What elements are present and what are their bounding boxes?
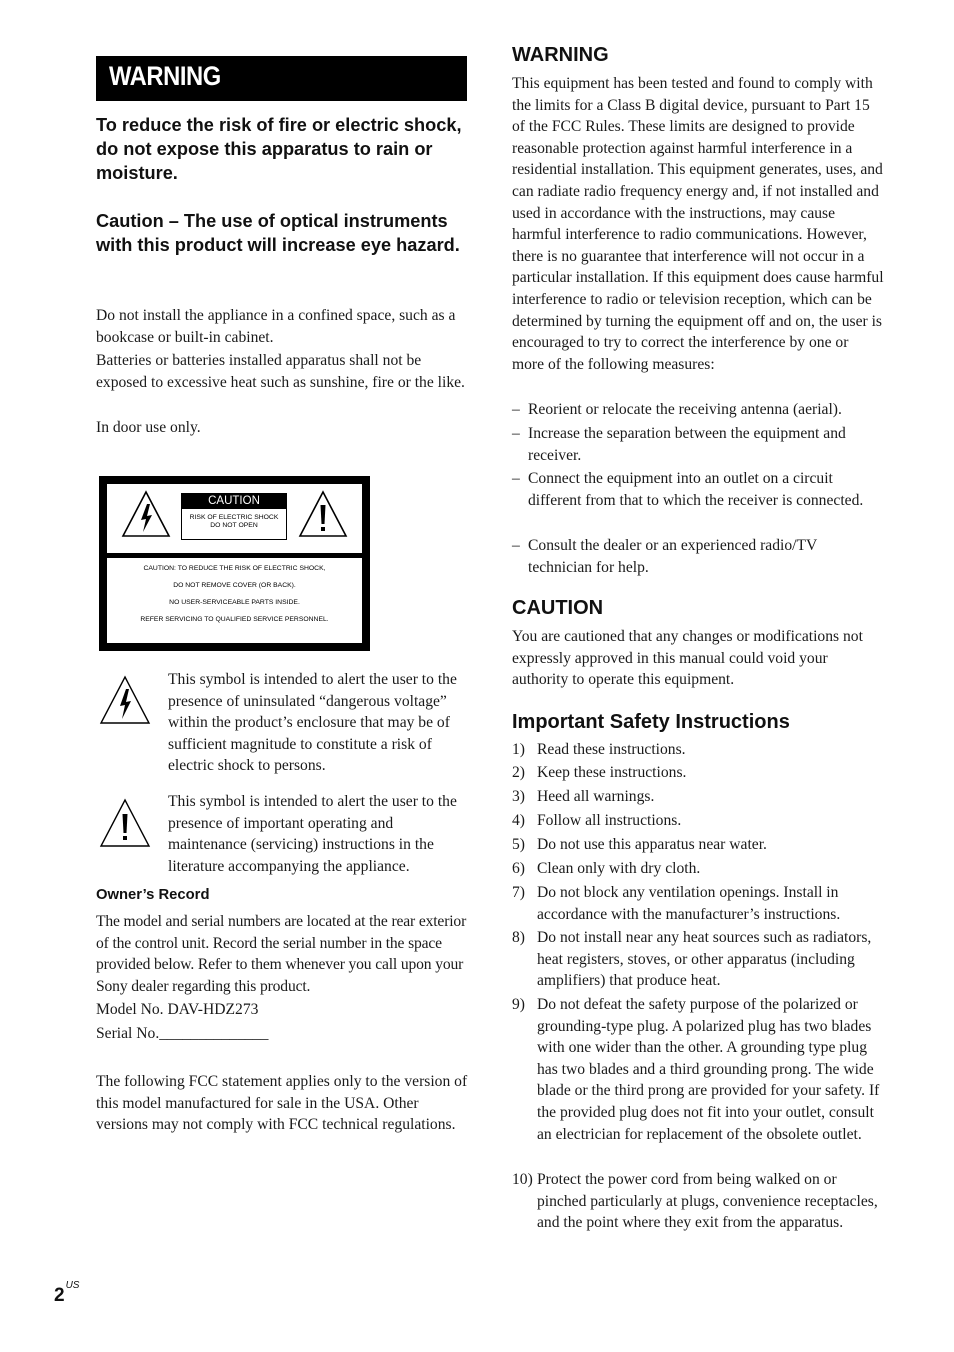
lightning-warning-icon bbox=[121, 490, 171, 538]
instruction-number: 1) bbox=[512, 741, 525, 758]
instruction-text: Follow all instructions. bbox=[537, 812, 682, 829]
caution-text: You are cautioned that any changes or modifications not expressly approved in this manual could void your authority to operate this equipment. bbox=[512, 628, 863, 689]
instruction-number: 3) bbox=[512, 788, 525, 805]
operating-instructions-symbol-text: This symbol is intended to alert the user to the presence of important operating and maintenance (servicing) instructions in the literature accompanying the appliance. bbox=[168, 793, 457, 875]
exclamation-symbol-icon bbox=[99, 798, 151, 848]
confined-space-note: Do not install the appliance in a confined space, such as a bookcase or built-in cabinet. bbox=[96, 307, 456, 346]
dangerous-voltage-symbol-text: This symbol is intended to alert the user to the presence of uninsulated “dangerous voltage” within the product’s enclosure that may be of sufficient magnitude to constitute a risk of electric shock to persons. bbox=[168, 671, 457, 775]
instruction-text: Read these instructions. bbox=[537, 741, 686, 758]
exclamation-warning-icon bbox=[298, 490, 348, 538]
instruction-number: 5) bbox=[512, 836, 525, 853]
caution-label-bottom bbox=[107, 558, 362, 643]
model-number: Model No. DAV-HDZ273 bbox=[96, 1001, 259, 1018]
measure-text: Increase the separation between the equipment and receiver. bbox=[528, 425, 846, 464]
dash-bullet: – bbox=[512, 425, 520, 442]
instruction-number: 4) bbox=[512, 812, 525, 829]
instruction-text: Keep these instructions. bbox=[537, 764, 687, 781]
caution-label-sub1: RISK OF ELECTRIC SHOCK bbox=[189, 514, 279, 521]
safety-instructions-heading: Important Safety Instructions bbox=[512, 711, 790, 733]
instruction-text: Protect the power cord from being walked on or pinched particularly at plugs, convenience receptacles, and the point where they exit from the apparatus. bbox=[537, 1171, 878, 1232]
instruction-number: 10) bbox=[512, 1171, 533, 1188]
dash-bullet: – bbox=[512, 470, 520, 487]
instruction-number: 7) bbox=[512, 884, 525, 901]
page-region: US bbox=[65, 1279, 80, 1291]
owners-record-heading: Owner’s Record bbox=[96, 887, 210, 903]
instruction-text: Do not use this apparatus near water. bbox=[537, 836, 767, 853]
warning-banner-title: WARNING bbox=[109, 61, 221, 91]
serial-number: Serial No.______________ bbox=[96, 1025, 269, 1042]
caution-label-line: CAUTION: TO REDUCE THE RISK OF ELECTRIC SHOCK, bbox=[143, 565, 326, 572]
instruction-number: 6) bbox=[512, 860, 525, 877]
caution-label-sub2: DO NOT OPEN bbox=[210, 522, 258, 529]
instruction-number: 2) bbox=[512, 764, 525, 781]
fcc-applicability-note: The following FCC statement applies only to the version of this model manufactured for sale in the USA. Other versions may not comply with FCC technical regulations. bbox=[96, 1073, 468, 1134]
instruction-number: 8) bbox=[512, 929, 525, 946]
instruction-number: 9) bbox=[512, 996, 525, 1013]
caution-label-line: REFER SERVICING TO QUALIFIED SERVICE PERSONNEL. bbox=[140, 616, 329, 623]
indoor-use-note: In door use only. bbox=[96, 419, 201, 436]
measure-text: Consult the dealer or an experienced radio/TV technician for help. bbox=[528, 537, 817, 576]
measure-text: Reorient or relocate the receiving antenna (aerial). bbox=[528, 401, 842, 418]
caution-label-title: CAUTION bbox=[182, 494, 286, 509]
caution-label bbox=[99, 476, 370, 651]
warning-banner bbox=[96, 56, 467, 101]
instruction-text: Clean only with dry cloth. bbox=[537, 860, 701, 877]
fcc-warning-heading: WARNING bbox=[512, 44, 609, 66]
fire-shock-warning: To reduce the risk of fire or electric shock, do not expose this apparatus to rain or moisture. bbox=[96, 115, 462, 183]
page-number-value: 2 bbox=[54, 1285, 65, 1306]
optical-caution: Caution – The use of optical instruments with this product will increase eye hazard. bbox=[96, 211, 460, 255]
measure-text: Connect the equipment into an outlet on a circuit different from that to which the receiver is connected. bbox=[528, 470, 864, 509]
instruction-text: Do not defeat the safety purpose of the polarized or grounding-type plug. A polarized plug has two blades with one wider than the other. A grounding type plug has two blades and a third grounding prong. The wide blade or the third prong are provided for your safety. If the provided plug does not fit into your outlet, consult an electrician for replacement of the obsolete outlet. bbox=[537, 996, 880, 1143]
instruction-text: Heed all warnings. bbox=[537, 788, 655, 805]
dash-bullet: – bbox=[512, 401, 520, 418]
battery-heat-note: Batteries or batteries installed apparatus shall not be exposed to excessive heat such as sunshine, fire or the like. bbox=[96, 352, 465, 391]
instruction-text: Do not block any ventilation openings. Install in accordance with the manufacturer’s instructions. bbox=[537, 884, 841, 923]
caution-heading: CAUTION bbox=[512, 597, 604, 619]
page-number bbox=[54, 1279, 80, 1307]
dash-bullet: – bbox=[512, 537, 520, 554]
owners-record-text: The model and serial numbers are located at the rear exterior of the control unit. Record the serial number in the space provided below. Refer to them whenever you call upon your Sony dealer regarding this product. bbox=[96, 913, 467, 995]
caution-label-header bbox=[181, 493, 287, 540]
instruction-text: Do not install near any heat sources such as radiators, heat registers, stoves, or other apparatus (including amplifiers) that produce heat. bbox=[537, 929, 872, 990]
caution-label-line: DO NOT REMOVE COVER (OR BACK). bbox=[173, 582, 296, 589]
caution-label-line: NO USER-SERVICEABLE PARTS INSIDE. bbox=[169, 599, 300, 606]
lightning-symbol-icon bbox=[99, 675, 151, 725]
caution-label-top bbox=[107, 484, 362, 553]
fcc-warning-text: This equipment has been tested and found to comply with the limits for a Class B digital device, pursuant to Part 15 of the FCC Rules. These limits are designed to provide reasonable protection against harmful interference in a residential installation. This equipment generates, uses, and can radiate radio frequency energy and, if not installed and used in accordance with the instructions, may cause harmful interference to radio communications. However, there is no guarantee that interference will not occur in a particular installation. If this equipment does cause harmful interference to radio or television reception, which can be determined by turning the equipment off and on, the user is encouraged to try to correct the interference by one or more of the following measures: bbox=[512, 75, 884, 373]
